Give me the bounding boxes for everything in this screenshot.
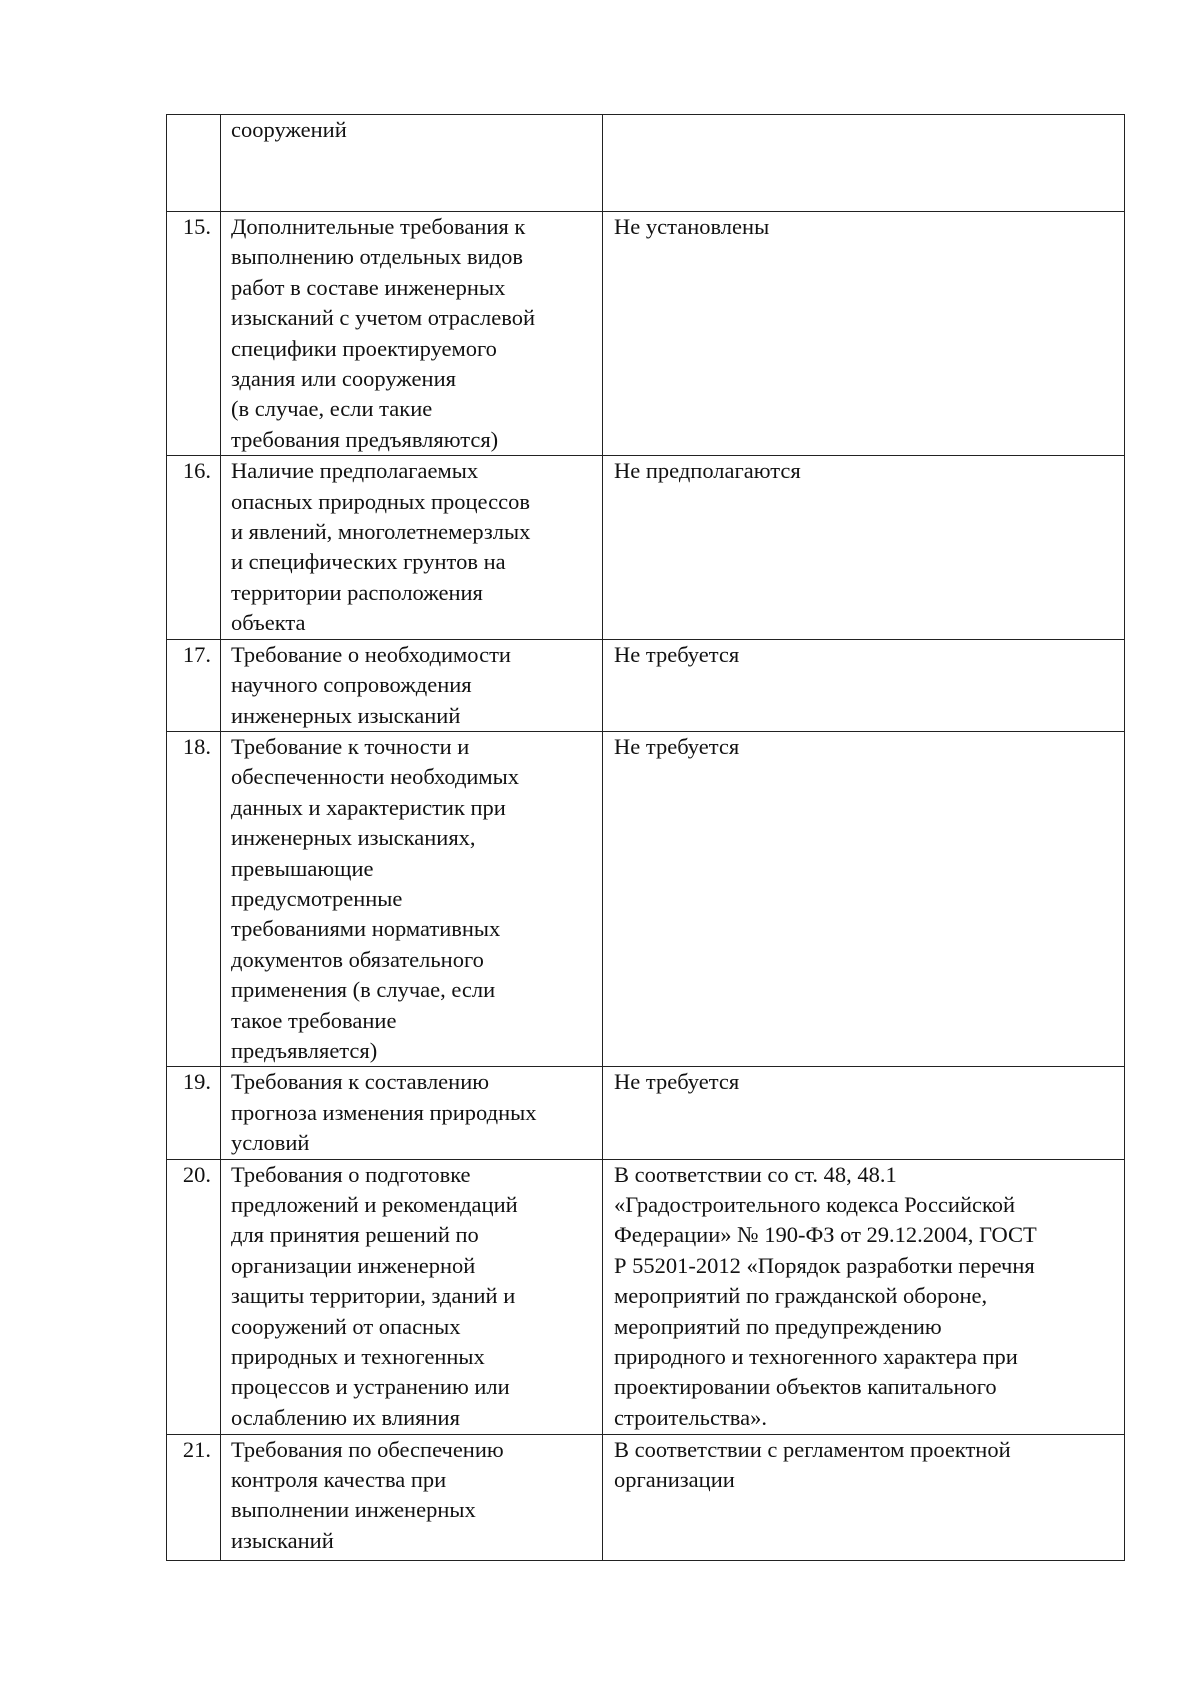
table-row [167, 1434, 1125, 1560]
requirement-name: Требования к составлению прогноза изменения природных условий [221, 1067, 603, 1159]
table-row [167, 456, 1125, 639]
row-number [167, 115, 221, 212]
requirement-value: Не требуется [603, 731, 1125, 1066]
table-row [167, 1067, 1125, 1159]
table-row [167, 731, 1125, 1066]
row-number: 17. [167, 639, 221, 731]
requirements-table [166, 114, 1125, 1561]
requirement-value: Не предполагаются [603, 456, 1125, 639]
requirement-name: сооружений [221, 115, 603, 212]
row-number: 18. [167, 731, 221, 1066]
table-row [167, 639, 1125, 731]
table-row [167, 115, 1125, 212]
row-number: 20. [167, 1159, 221, 1434]
requirement-value: В соответствии с регламентом проектной организации [603, 1434, 1125, 1560]
row-number: 16. [167, 456, 221, 639]
requirement-name: Требование о необходимости научного сопровождения инженерных изысканий [221, 639, 603, 731]
requirement-value: Не установлены [603, 212, 1125, 456]
requirement-name: Требования о подготовке предложений и рекомендаций для принятия решений по организации инженерной защиты территории, зданий и сооружений от опасных природных и техногенных процессов и устранению или ослаблению их влияния [221, 1159, 603, 1434]
requirement-name: Дополнительные требования к выполнению отдельных видов работ в составе инженерных изысканий с учетом отраслевой специфики проектируемого здания или сооружения (в случае, если такие требования предъявляются) [221, 212, 603, 456]
row-number: 21. [167, 1434, 221, 1560]
requirement-value [603, 115, 1125, 212]
requirement-name: Требования по обеспечению контроля качества при выполнении инженерных изысканий [221, 1434, 603, 1560]
row-number: 15. [167, 212, 221, 456]
requirement-value: Не требуется [603, 1067, 1125, 1159]
row-number: 19. [167, 1067, 221, 1159]
table-row [167, 212, 1125, 456]
requirement-value: Не требуется [603, 639, 1125, 731]
requirement-name: Требование к точности и обеспеченности необходимых данных и характеристик при инженерных изысканиях, превышающие предусмотренные требованиями нормативных документов обязательного применения (в случае, если такое требование предъявляется) [221, 731, 603, 1066]
table-row [167, 1159, 1125, 1434]
requirement-value: В соответствии со ст. 48, 48.1 «Градостроительного кодекса Российской Федерации» № 190-ФЗ от 29.12.2004, ГОСТ Р 55201-2012 «Порядок разработки перечня мероприятий по гражданской обороне, мероприятий по предупреждению природного и техногенного характера при проектировании объектов капитального строительства». [603, 1159, 1125, 1434]
requirement-name: Наличие предполагаемых опасных природных процессов и явлений, многолетнемерзлых и специфических грунтов на территории расположения объекта [221, 456, 603, 639]
